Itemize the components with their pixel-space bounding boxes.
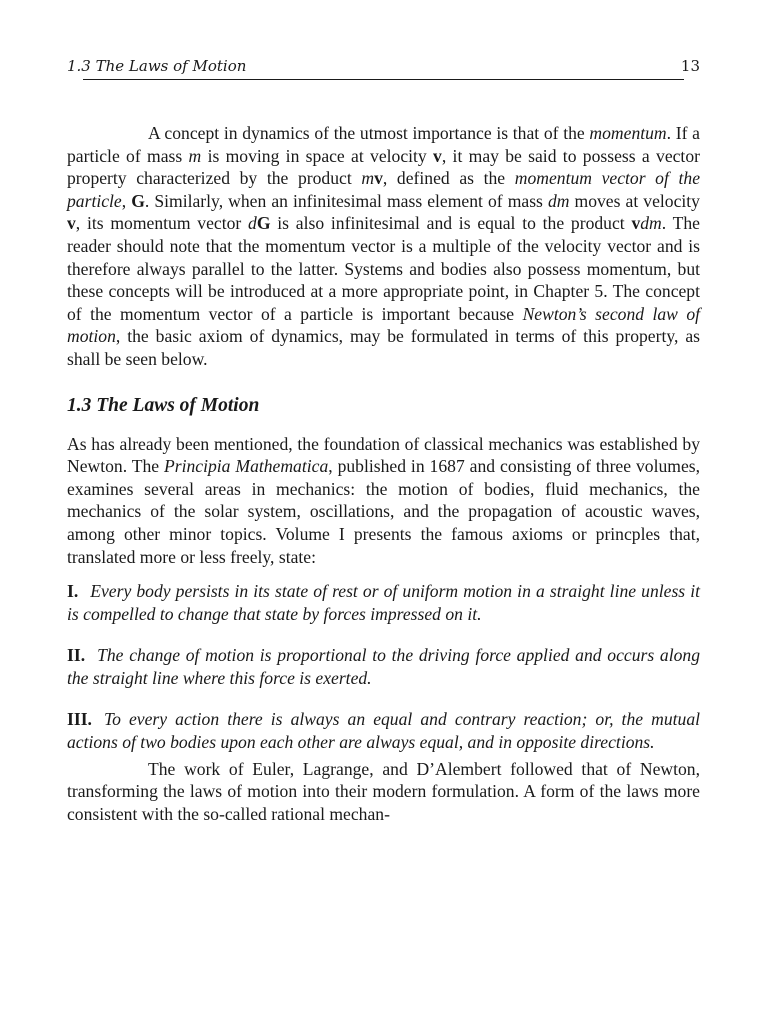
text-run: moves at velocity [574,190,700,211]
text-run: As has already been mentioned, the foundation of classical mechanics was established by Newton. The [67,433,700,477]
law-1 [67,580,700,625]
law-text: Every body persists in its state of rest or of uniform motion in a straight line unless it is compelled to change that state by forces impressed on it. [67,581,700,624]
term-momentum-vector: momentum vector of the particle [67,168,700,211]
law-2 [67,644,700,689]
term-newtons-second-law: Newton’s second law of motion [67,303,700,347]
running-head [67,55,700,77]
text-run: . Similarly, when an infinitesimal mass element of mass [144,190,543,211]
law-number: II. [67,645,86,666]
math-v-bold: v [433,145,442,166]
term-momentum: momentum [589,123,667,143]
page-number: 13 [680,57,700,75]
math-m: m [188,145,202,166]
text-run: , the basic axiom of dynamics, may be formulated in terms of this property, as shall be seen below. [67,326,700,369]
section-heading: 1.3 The Laws of Motion [67,394,260,416]
paragraph-newton-foundation [67,433,700,569]
term-principia: Principia Mathematica [164,456,329,477]
text-run: , defined as the [382,168,506,189]
math-G-bold: G [131,190,145,211]
math-d: d [248,213,257,234]
math-m: m [361,168,375,189]
math-dm: dm [547,190,570,211]
math-dm: dm [640,213,662,234]
text-run: A concept in dynamics of the utmost importance is that of the [148,123,585,143]
paragraph-euler-lagrange: The work of Euler, Lagrange, and D’Alembert followed that of Newton, transforming the laws of motion into their modern formulation. A form of the laws more consistent with the so-called rational mechan- [67,758,700,824]
math-v-bold: v [67,213,76,234]
law-text: The change of motion is proportional to the driving force applied and occurs along the straight line where this force is exerted. [67,645,700,688]
text-run: , it may be said to possess a vector property characterized by the product [67,145,700,189]
math-v-bold: v [374,168,383,189]
running-title: 1.3 The Laws of Motion [67,57,247,75]
text-run: . If a particle of mass [67,123,700,166]
text-run: , [121,190,127,211]
math-v-bold: v [631,213,641,234]
law-number: III. [67,709,92,730]
text-run: , published in 1687 and consisting of three volumes, examines several areas in mechanics: the motion of bodies, fluid mechanics, the mechanics of the solar system, oscillations, and the propagation of acoustic waves, among other minor topics. Volume I presents the famous axioms or princples that, translated more or less freely, state: [67,456,701,567]
text-run: is also infinitesimal and is equal to the product [277,213,625,234]
law-text: To every action there is always an equal and contrary reaction; or, the mutual actions of two bodies upon each other are always equal, and in opposite directions. [67,709,700,753]
paragraph-momentum [67,122,700,371]
text-run: is moving in space at velocity [207,145,427,166]
body-text [67,122,700,825]
math-G-bold: G [256,213,271,234]
text-run: , its momentum vector [75,213,242,234]
header-rule [83,79,684,80]
law-number: I. [67,581,79,602]
text-run: . The reader should note that the momentum vector is a multiple of the velocity vector and is therefore always parallel to the latter. Systems and bodies also possess momentum, but these concepts will be introduced at a more appropriate point, in Chapter 5. The concept of the momentum vector of a particle is important because [67,213,700,324]
law-3 [67,708,700,753]
